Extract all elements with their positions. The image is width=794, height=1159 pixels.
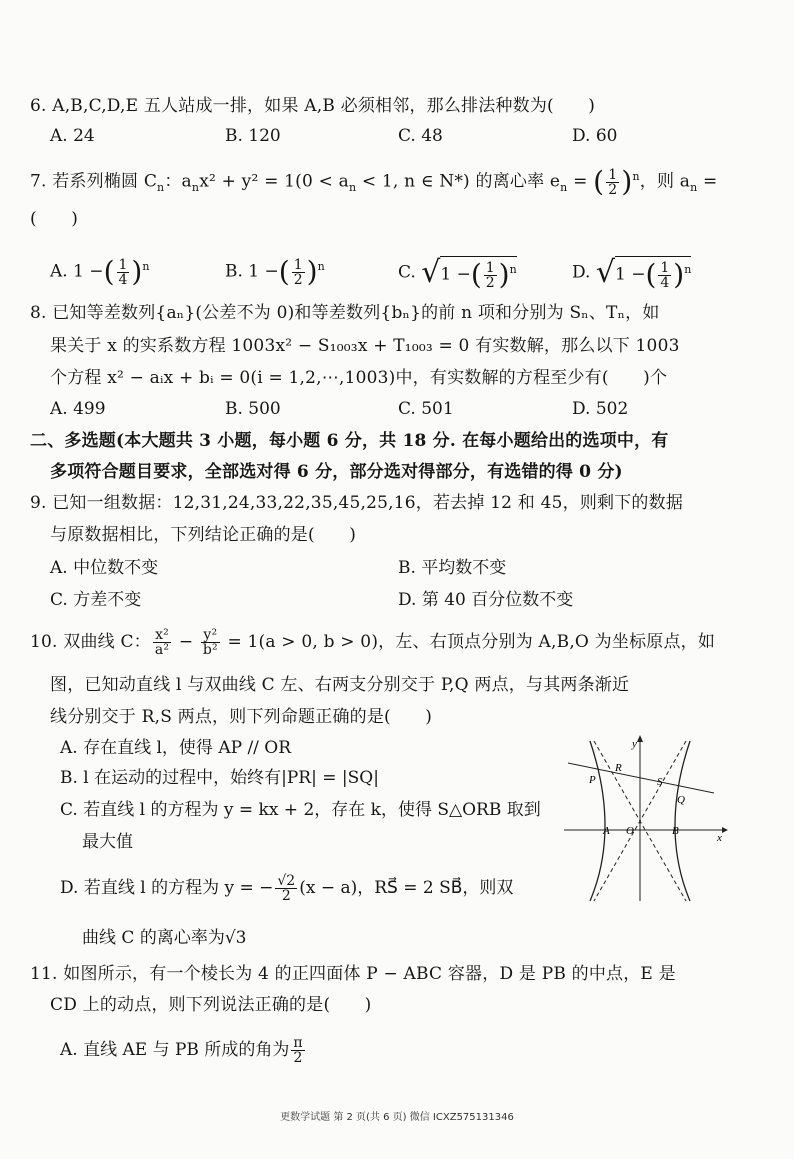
q10-option-d-line-2: 曲线 C 的离心率为√3 — [82, 928, 247, 948]
q6-option-d: D. 60 — [572, 126, 618, 146]
label-a: A — [603, 825, 610, 837]
hyperbola-figure — [562, 733, 728, 903]
q8-option-b: B. 500 — [225, 399, 281, 419]
q8-line-2: 果关于 x 的实系数方程 1003x² − S₁₀₀₃x + T₁₀₀₃ = 0 有实数解，那么以下 1003 — [50, 336, 680, 356]
label-s: S — [657, 776, 663, 788]
q9-option-b: B. 平均数不变 — [398, 558, 507, 578]
label-y: y — [632, 738, 637, 750]
page-footer: 更数学试题 第 2 页(共 6 页) 微信 ICXZ575131346 — [280, 1112, 514, 1123]
q6-option-b: B. 120 — [225, 126, 281, 146]
q10-line-2: 图，已知动直线 l 与双曲线 C 左、右两支分别交于 P,Q 两点，与其两条渐近 — [50, 675, 630, 695]
q10-option-c-line-1: C. 若直线 l 的方程为 y = kx + 2，存在 k，使得 S△ORB 取到 — [60, 800, 541, 820]
q11-line-2: CD 上的动点，则下列说法正确的是( ) — [50, 995, 372, 1015]
q7-blank: ( ) — [30, 209, 79, 229]
q10-option-a: A. 存在直线 l，使得 AP // OR — [60, 738, 292, 758]
q9-line-1: 9. 已知一组数据：12,31,24,33,22,35,45,25,16，若去掉 12 和 45，则剩下的数据 — [30, 493, 684, 513]
q9-option-a: A. 中位数不变 — [50, 558, 159, 578]
q8-option-a: A. 499 — [50, 399, 106, 419]
q11-option-a: A. 直线 AE 与 PB 所成的角为 $\frac{\pi}{2}$ — [60, 1035, 303, 1066]
hyperbola-right-branch — [675, 741, 690, 901]
label-x: x — [717, 832, 722, 844]
q6-stem: 6. A,B,C,D,E 五人站成一排，如果 A,B 必须相邻，那么排法种数为( ) — [30, 96, 596, 116]
q10-line-1: 10. 双曲线 C： $\frac{\text{x²}}{\text{a²}}$ − $\frac{\text{y²}}{\text{b²}}$ = 1(a > 0, b > 0)，左、右顶点分别为 A,B,O 为坐标原点，如 — [30, 627, 716, 658]
label-q: Q — [677, 794, 685, 806]
q9-option-d: D. 第 40 百分位数不变 — [398, 590, 574, 610]
q6-option-c: C. 48 — [398, 126, 443, 146]
q10-option-d-line-1: D. 若直线 l 的方程为 y = − $\frac{√2}{2}$ (x − a)，RS⃗ = 2 SB⃗，则双 — [60, 873, 514, 904]
q7-stem: 7. 若系列椭圆 $C_n$：$a_nx^2 + y^2 = 1(0 < a_n < 1$, n ∈ N*) 的离心率 $e_n$ = ( $\frac{1}{2}$ )$^n$，则 $a_n$ = — [30, 165, 718, 199]
label-o: O — [626, 825, 634, 837]
q11-line-1: 11. 如图所示，有一个棱长为 4 的正四面体 P − ABC 容器，D 是 PB 的中点，E 是 — [30, 964, 676, 984]
q7-frac-half: $\frac{1}{2}$ — [608, 166, 618, 198]
hyperbola-left-branch — [590, 741, 605, 901]
q7-option-d: D. √1 −( $\frac{1}{4}$ )$^n$ — [572, 254, 692, 292]
section-2-heading-line-2: 多项符合题目要求，全部选对得 6 分，部分选对得部分，有选错的得 0 分) — [50, 462, 623, 482]
label-b: B — [672, 825, 679, 837]
q7-option-a: A. 1 −( $\frac{1}{4}$ )$^n$ — [50, 255, 150, 289]
q8-option-d: D. 502 — [572, 399, 629, 419]
label-r: R — [615, 762, 622, 774]
section-2-heading-line-1: 二、多选题(本大题共 3 小题，每小题 6 分，共 18 分. 在每小题给出的选项中，有 — [30, 431, 669, 451]
y-axis-arrow — [637, 735, 643, 742]
x-axis-arrow — [722, 827, 728, 833]
q7-option-c: C. √1 −( $\frac{1}{2}$ )$^n$ — [398, 254, 517, 292]
q9-line-2: 与原数据相比，下列结论正确的是( ) — [50, 525, 357, 545]
q8-option-c: C. 501 — [398, 399, 454, 419]
q8-line-3: 个方程 x² − aᵢx + bᵢ = 0(i = 1,2,⋯,1003)中，有实数解的方程至少有( )个 — [50, 368, 668, 388]
q9-option-c: C. 方差不变 — [50, 590, 142, 610]
q6-option-a: A. 24 — [50, 126, 95, 146]
label-p: P — [589, 774, 596, 786]
q10-line-3: 线分别交于 R,S 两点，则下列命题正确的是( ) — [50, 707, 433, 727]
q7-option-b: B. 1 −( $\frac{1}{2}$ )$^n$ — [225, 255, 325, 289]
q10-option-b: B. l 在运动的过程中，始终有|PR| = |SQ| — [60, 768, 379, 788]
q8-line-1: 8. 已知等差数列{aₙ}(公差不为 0)和等差数列{bₙ}的前 n 项和分别为 Sₙ、Tₙ，如 — [30, 303, 660, 323]
q10-option-c-line-2: 最大值 — [82, 832, 133, 852]
